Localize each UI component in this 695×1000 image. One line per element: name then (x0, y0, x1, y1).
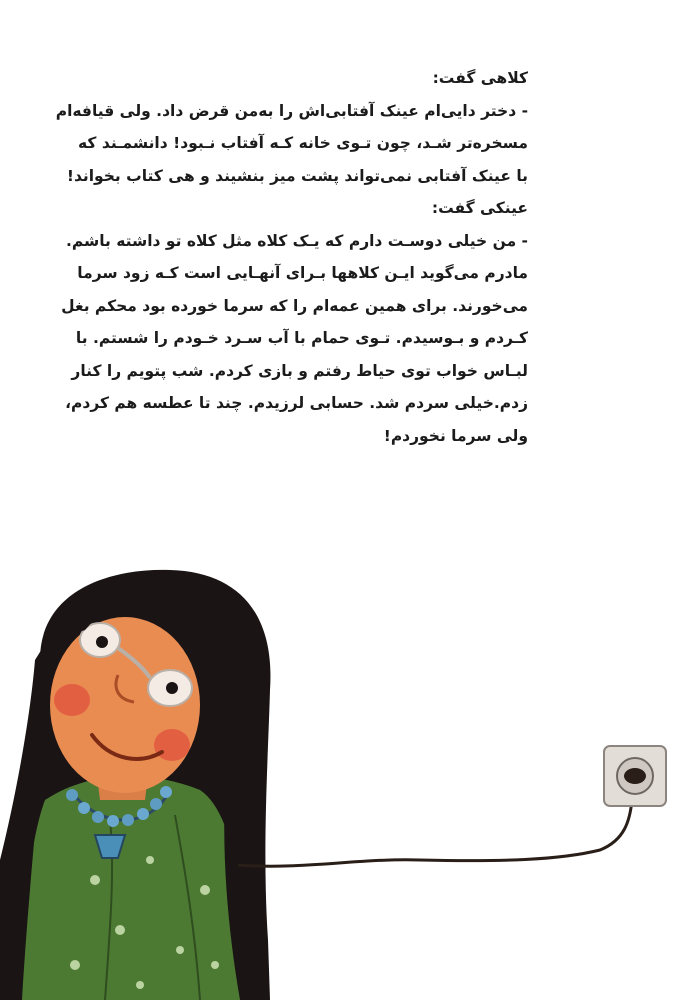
text-line: - دختر دایی‌ام عینک آفتابی‌اش را به‌من قرض داد. ولی قیافه‌ام (55, 101, 528, 120)
text-line-last: ولی سرما نخوردم! (383, 426, 528, 445)
text-line: مادرم می‌گوید ایـن کلاهها بـرای آنهـایی است کـه زود سرما (77, 264, 528, 282)
speaker-line-eynaki: عینکی گفت: (431, 199, 528, 217)
outlet-socket-icon (624, 768, 646, 784)
right-cheek (154, 729, 190, 761)
text-line: لبـاس خواب توی حیاط رفتم و بازی کردم. شب پتویم را کنار (71, 361, 528, 380)
right-eye (166, 682, 178, 694)
text-line: - من خیلی دوسـت دارم که یـک کلاه مثل کلاه تو داشته باشم. (65, 231, 528, 250)
text-line: کـردم و بـوسیدم. تـوی حمام با آب سـرد خـودم را شستم. با (75, 329, 528, 347)
text-line: مسخره‌تر شـد، چون تـوی خانه کـه آفتاب نـبود! دانشمـند که (78, 134, 528, 152)
speaker-line-kolahi: کلاهی گفت: (432, 69, 528, 87)
left-eye (96, 636, 108, 648)
text-line: می‌خورند. برای همین عمه‌ام را که سرما خورده بود محکم بغل (61, 296, 528, 315)
text-line: با عینک آفتابی نمی‌تواند پشت میز بنشیند و هی کتاب بخواند! (66, 166, 528, 185)
power-cord (238, 800, 632, 866)
story-text (55, 62, 528, 452)
text-line: زدم.خیلی سردم شد. حسابی لرزیدم. چند تا عطسه هم کردم، (65, 394, 528, 412)
left-cheek (54, 684, 90, 716)
story-illustration (0, 560, 695, 1000)
wall-outlet (604, 746, 666, 806)
